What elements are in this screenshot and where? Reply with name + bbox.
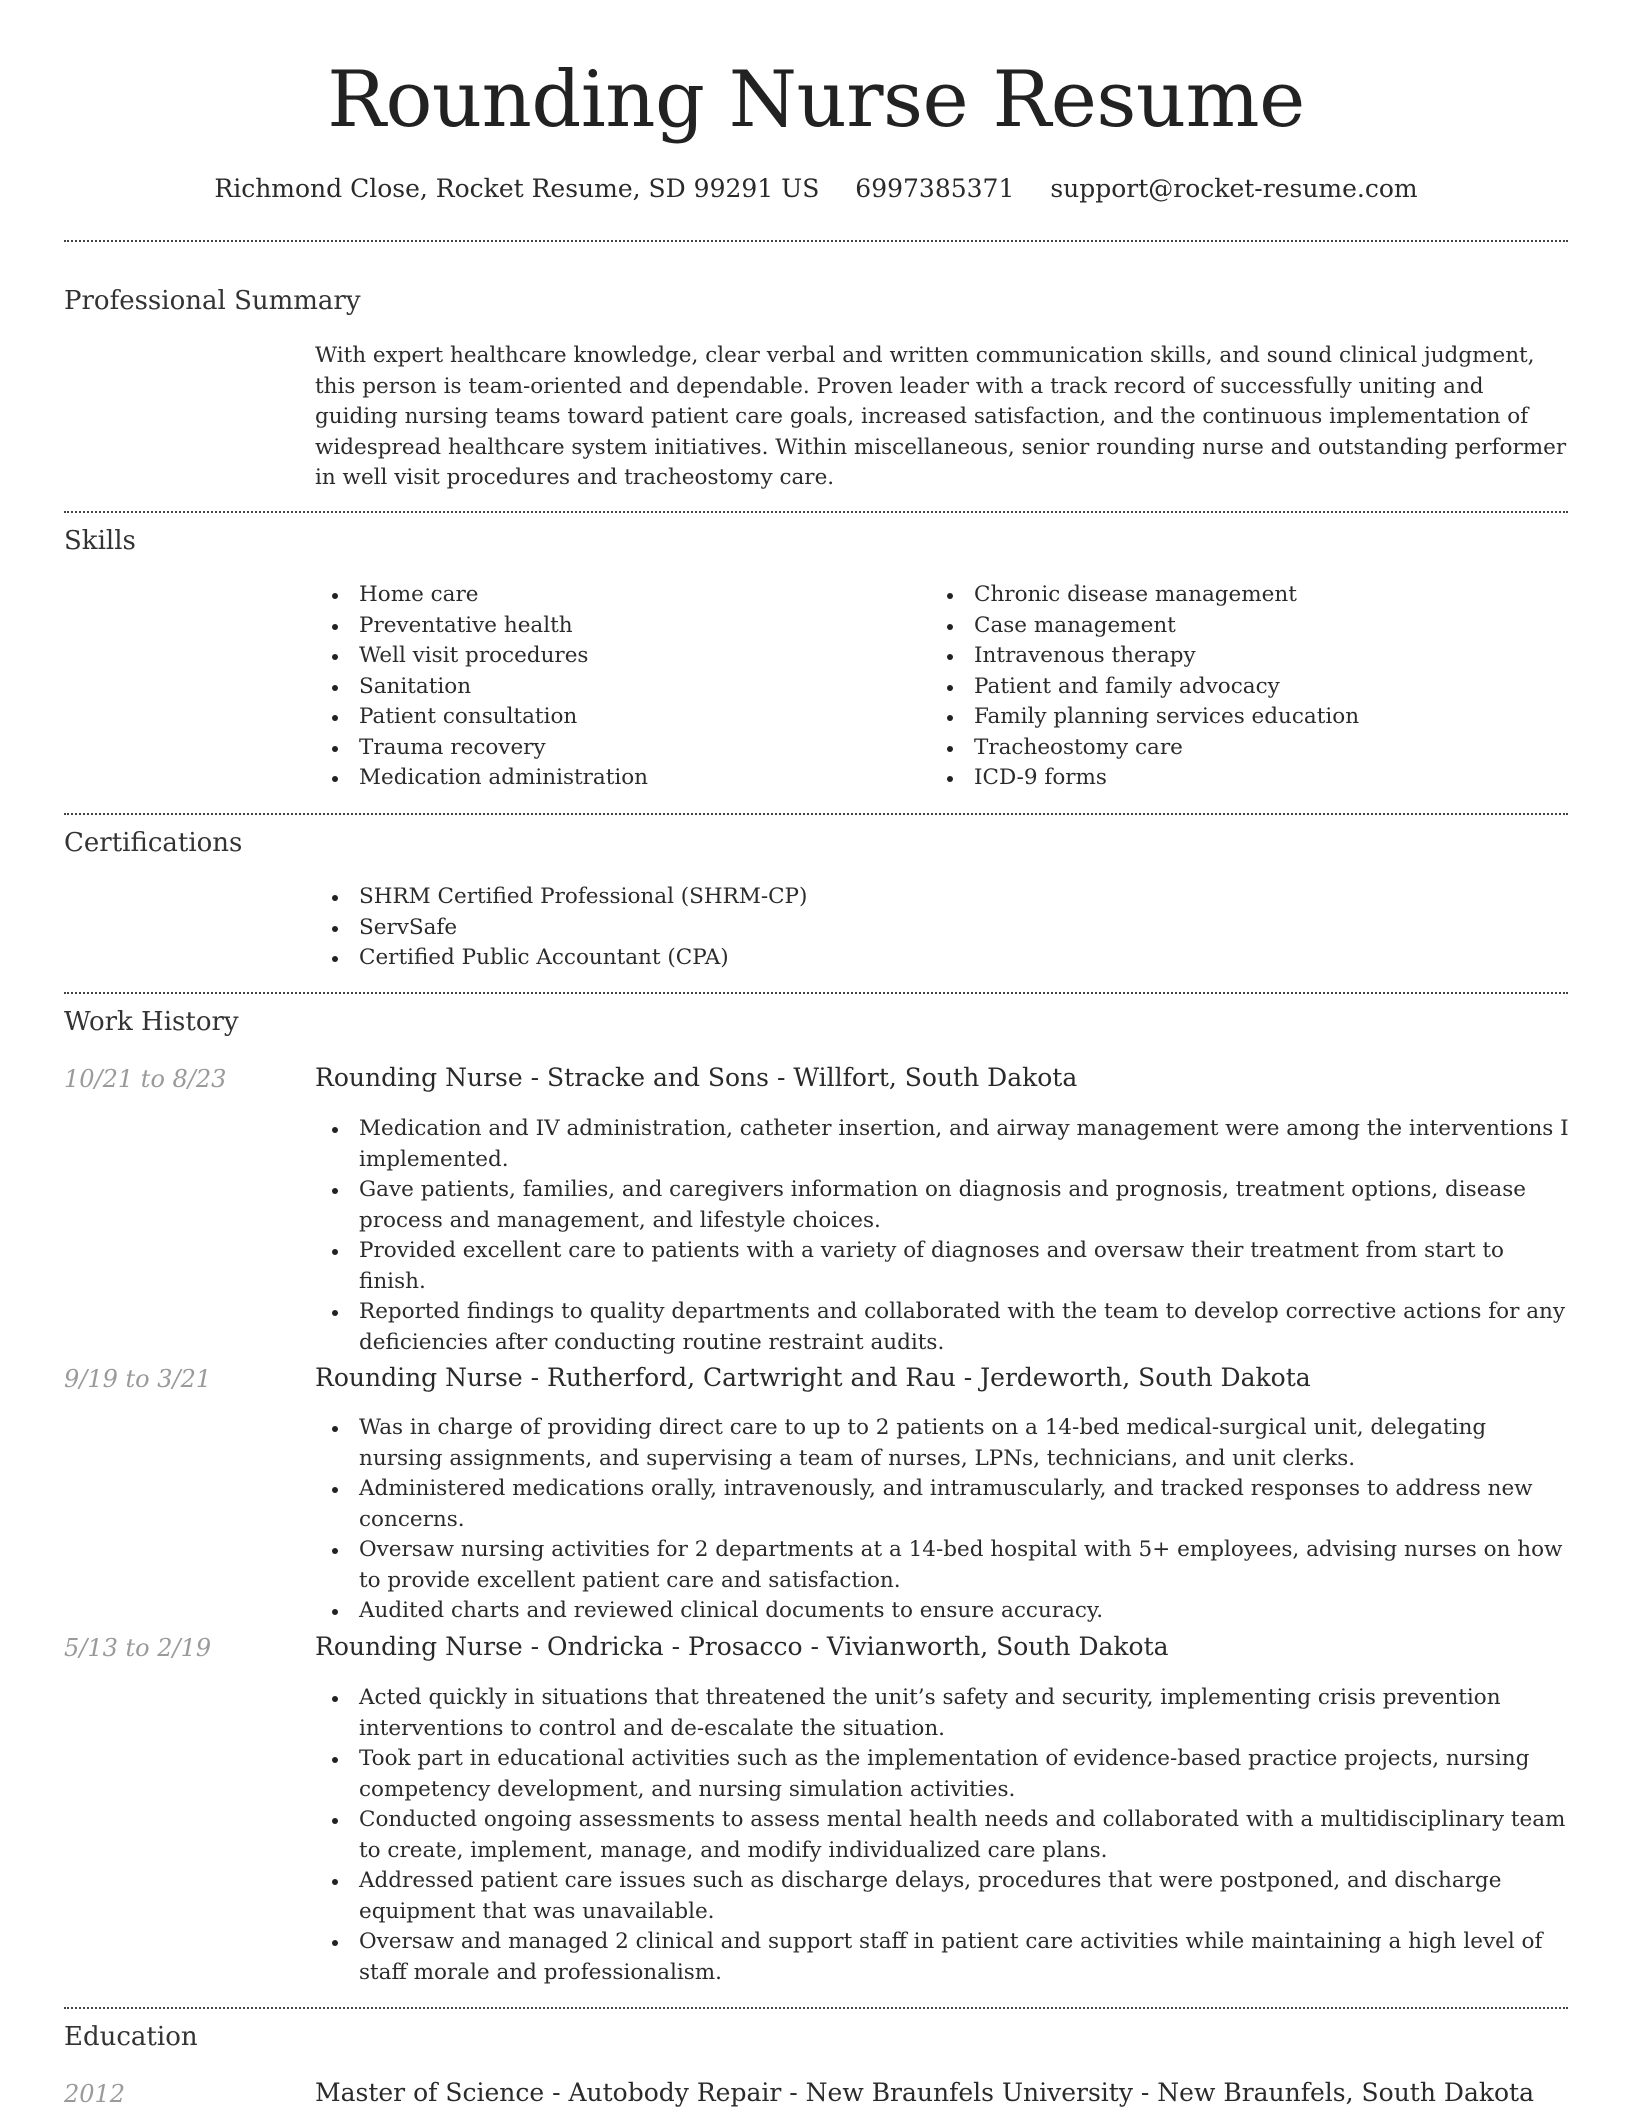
- summary-text: With expert healthcare knowledge, clear verbal and written communication skills, and sound clinical judgment, this person is team-oriented and dependable. Proven leader with a track record of successfully uniting and guiding nursing teams toward patient care goals, increased satisfaction, and the continuous implementation of widespread healthcare system initiatives. Within miscellaneous, senior rounding nurse and outstanding performer in well visit procedures and tracheostomy care.: [315, 343, 1567, 490]
- education-year: 2012: [64, 2080, 126, 2108]
- job-bullets: [315, 1114, 1575, 1358]
- job-dates: 10/21 to 8/23: [64, 1065, 227, 1093]
- section-title-education: Education: [64, 2022, 198, 2052]
- job-title: Rounding Nurse - Stracke and Sons - Willfort, South Dakota: [315, 1063, 1078, 1092]
- certification-item: ServSafe: [315, 913, 1568, 944]
- contact-email[interactable]: support@rocket-resume.com: [1050, 174, 1418, 203]
- section-title-skills: Skills: [64, 526, 136, 556]
- job-bullets: [315, 1683, 1575, 1988]
- divider: [64, 2007, 1568, 2009]
- skill-item: Trauma recovery: [315, 733, 915, 764]
- job-bullet: Medication and IV administration, catheter insertion, and airway management were among the interventions I implemented.: [315, 1114, 1575, 1175]
- job-bullet: Conducted ongoing assessments to assess mental health needs and collaborated with a multidisciplinary team to create, implement, manage, and modify individualized care plans.: [315, 1805, 1575, 1866]
- contact-line: [0, 172, 1632, 206]
- job-bullet: Provided excellent care to patients with a variety of diagnoses and oversaw their treatment from start to finish.: [315, 1236, 1575, 1297]
- job-title: Rounding Nurse - Rutherford, Cartwright and Rau - Jerdeworth, South Dakota: [315, 1363, 1311, 1392]
- job-bullet: Acted quickly in situations that threatened the unit’s safety and security, implementing crisis prevention interventions to control and de-escalate the situation.: [315, 1683, 1575, 1744]
- job-bullet: Oversaw and managed 2 clinical and support staff in patient care activities while maintaining a high level of staff morale and professionalism.: [315, 1927, 1575, 1988]
- certifications-list: [315, 882, 1568, 974]
- section-title-work-history: Work History: [64, 1007, 239, 1037]
- resume-title: Rounding Nurse Resume: [327, 55, 1305, 145]
- job-bullets: [315, 1413, 1575, 1627]
- divider: [64, 511, 1568, 513]
- job-bullet: Administered medications orally, intravenously, and intramuscularly, and tracked responses to address new concerns.: [315, 1474, 1575, 1535]
- divider: [64, 992, 1568, 994]
- skills-list-left: [315, 580, 915, 794]
- divider: [64, 240, 1568, 242]
- skill-item: Chronic disease management: [930, 580, 1530, 611]
- certification-item: SHRM Certified Professional (SHRM-CP): [315, 882, 1568, 913]
- skill-item: Family planning services education: [930, 702, 1530, 733]
- job-bullet: Took part in educational activities such as the implementation of evidence-based practice projects, nursing competency development, and nursing simulation activities.: [315, 1744, 1575, 1805]
- skill-item: Preventative health: [315, 611, 915, 642]
- skill-item: Patient and family advocacy: [930, 672, 1530, 703]
- job-bullet: Oversaw nursing activities for 2 departments at a 14-bed hospital with 5+ employees, advising nurses on how to provide excellent patient care and satisfaction.: [315, 1535, 1575, 1596]
- certification-item: Certified Public Accountant (CPA): [315, 943, 1568, 974]
- skill-item: Medication administration: [315, 763, 915, 794]
- job-dates: 9/19 to 3/21: [64, 1365, 212, 1393]
- skill-item: Case management: [930, 611, 1530, 642]
- contact-address: Richmond Close, Rocket Resume, SD 99291 US: [214, 174, 820, 203]
- skill-item: Sanitation: [315, 672, 915, 703]
- skill-item: Home care: [315, 580, 915, 611]
- job-bullet: Audited charts and reviewed clinical documents to ensure accuracy.: [315, 1596, 1575, 1627]
- education-degree: Master of Science - Autobody Repair - New Braunfels University - New Braunfels, South Dakota: [315, 2078, 1534, 2107]
- job-bullet: Gave patients, families, and caregivers information on diagnosis and prognosis, treatment options, disease process and management, and lifestyle choices.: [315, 1175, 1575, 1236]
- skill-item: Tracheostomy care: [930, 733, 1530, 764]
- contact-phone: 6997385371: [855, 174, 1015, 203]
- section-title-certifications: Certifications: [64, 828, 243, 858]
- skill-item: Intravenous therapy: [930, 641, 1530, 672]
- job-bullet: Was in charge of providing direct care to up to 2 patients on a 14-bed medical-surgical unit, delegating nursing assignments, and supervising a team of nurses, LPNs, technicians, and unit clerks.: [315, 1413, 1575, 1474]
- skill-item: Well visit procedures: [315, 641, 915, 672]
- job-bullet: Reported findings to quality departments and collaborated with the team to develop corrective actions for any deficiencies after conducting routine restraint audits.: [315, 1297, 1575, 1358]
- job-title: Rounding Nurse - Ondricka - Prosacco - Vivianworth, South Dakota: [315, 1632, 1169, 1661]
- skills-list-right: [930, 580, 1530, 794]
- divider: [64, 813, 1568, 815]
- job-dates: 5/13 to 2/19: [64, 1634, 212, 1662]
- skill-item: ICD-9 forms: [930, 763, 1530, 794]
- skill-item: Patient consultation: [315, 702, 915, 733]
- section-title-summary: Professional Summary: [64, 286, 361, 316]
- job-bullet: Addressed patient care issues such as discharge delays, procedures that were postponed, and discharge equipment that was unavailable.: [315, 1866, 1575, 1927]
